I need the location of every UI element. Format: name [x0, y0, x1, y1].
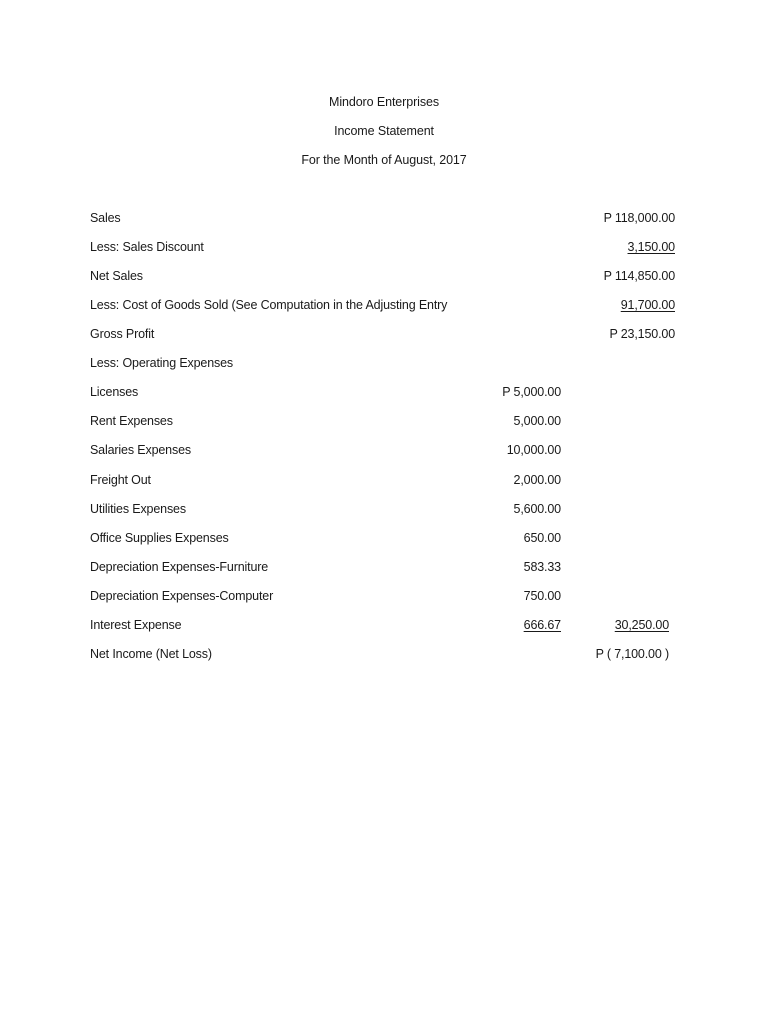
row-expense-amount: 10,000.00	[506, 443, 561, 457]
statement-title: Income Statement	[334, 124, 434, 138]
row-label: Freight Out	[90, 473, 151, 487]
row-interest-expense	[0, 618, 768, 636]
row-label: Sales	[90, 211, 121, 225]
row-net-income	[0, 647, 768, 665]
row-expense-amount: 5,600.00	[513, 502, 561, 516]
row-sales-discount	[0, 240, 768, 258]
row-label: Interest Expense	[90, 618, 182, 632]
row-label: Less: Cost of Goods Sold (See Computation in the Adjusting Entry	[90, 298, 448, 312]
row-freight-out	[0, 473, 768, 491]
row-label: Depreciation Expenses-Computer	[90, 589, 274, 603]
company-name: Mindoro Enterprises	[329, 95, 439, 109]
row-label: Less: Operating Expenses	[90, 356, 234, 370]
row-licenses	[0, 385, 768, 403]
row-office-supplies-expenses	[0, 531, 768, 549]
row-expense-amount: 583.33	[523, 560, 561, 574]
row-label: Net Sales	[90, 269, 143, 283]
row-amount: P ( 7,100.00 )	[595, 647, 669, 661]
row-label: Office Supplies Expenses	[90, 531, 229, 545]
row-expense-amount: 5,000.00	[513, 414, 561, 428]
row-total-expenses: 30,250.00	[614, 618, 669, 632]
row-amount: P 118,000.00	[603, 211, 675, 225]
row-expense-amount: 666.67	[523, 618, 561, 632]
row-rent-expenses	[0, 414, 768, 432]
row-sales	[0, 211, 768, 229]
row-label: Salaries Expenses	[90, 443, 191, 457]
row-label: Net Income (Net Loss)	[90, 647, 212, 661]
row-depreciation-furniture	[0, 560, 768, 578]
row-expense-amount: 650.00	[523, 531, 561, 545]
row-amount: 3,150.00	[627, 240, 675, 254]
row-net-sales	[0, 269, 768, 287]
row-expense-amount: 2,000.00	[513, 473, 561, 487]
row-amount: P 114,850.00	[603, 269, 675, 283]
row-label: Gross Profit	[90, 327, 155, 341]
row-amount: P 23,150.00	[609, 327, 675, 341]
row-label: Rent Expenses	[90, 414, 173, 428]
row-amount: 91,700.00	[620, 298, 675, 312]
row-label: Licenses	[90, 385, 139, 399]
row-label: Less: Sales Discount	[90, 240, 204, 254]
row-label: Utilities Expenses	[90, 502, 186, 516]
row-expense-amount: P 5,000.00	[502, 385, 561, 399]
row-depreciation-computer	[0, 589, 768, 607]
row-label: Depreciation Expenses-Furniture	[90, 560, 269, 574]
statement-period: For the Month of August, 2017	[301, 153, 467, 167]
row-salaries-expenses	[0, 443, 768, 461]
row-cost-of-goods-sold	[0, 298, 768, 316]
row-expense-amount: 750.00	[523, 589, 561, 603]
row-operating-expenses-heading	[0, 356, 768, 374]
row-gross-profit	[0, 327, 768, 345]
row-utilities-expenses	[0, 502, 768, 520]
